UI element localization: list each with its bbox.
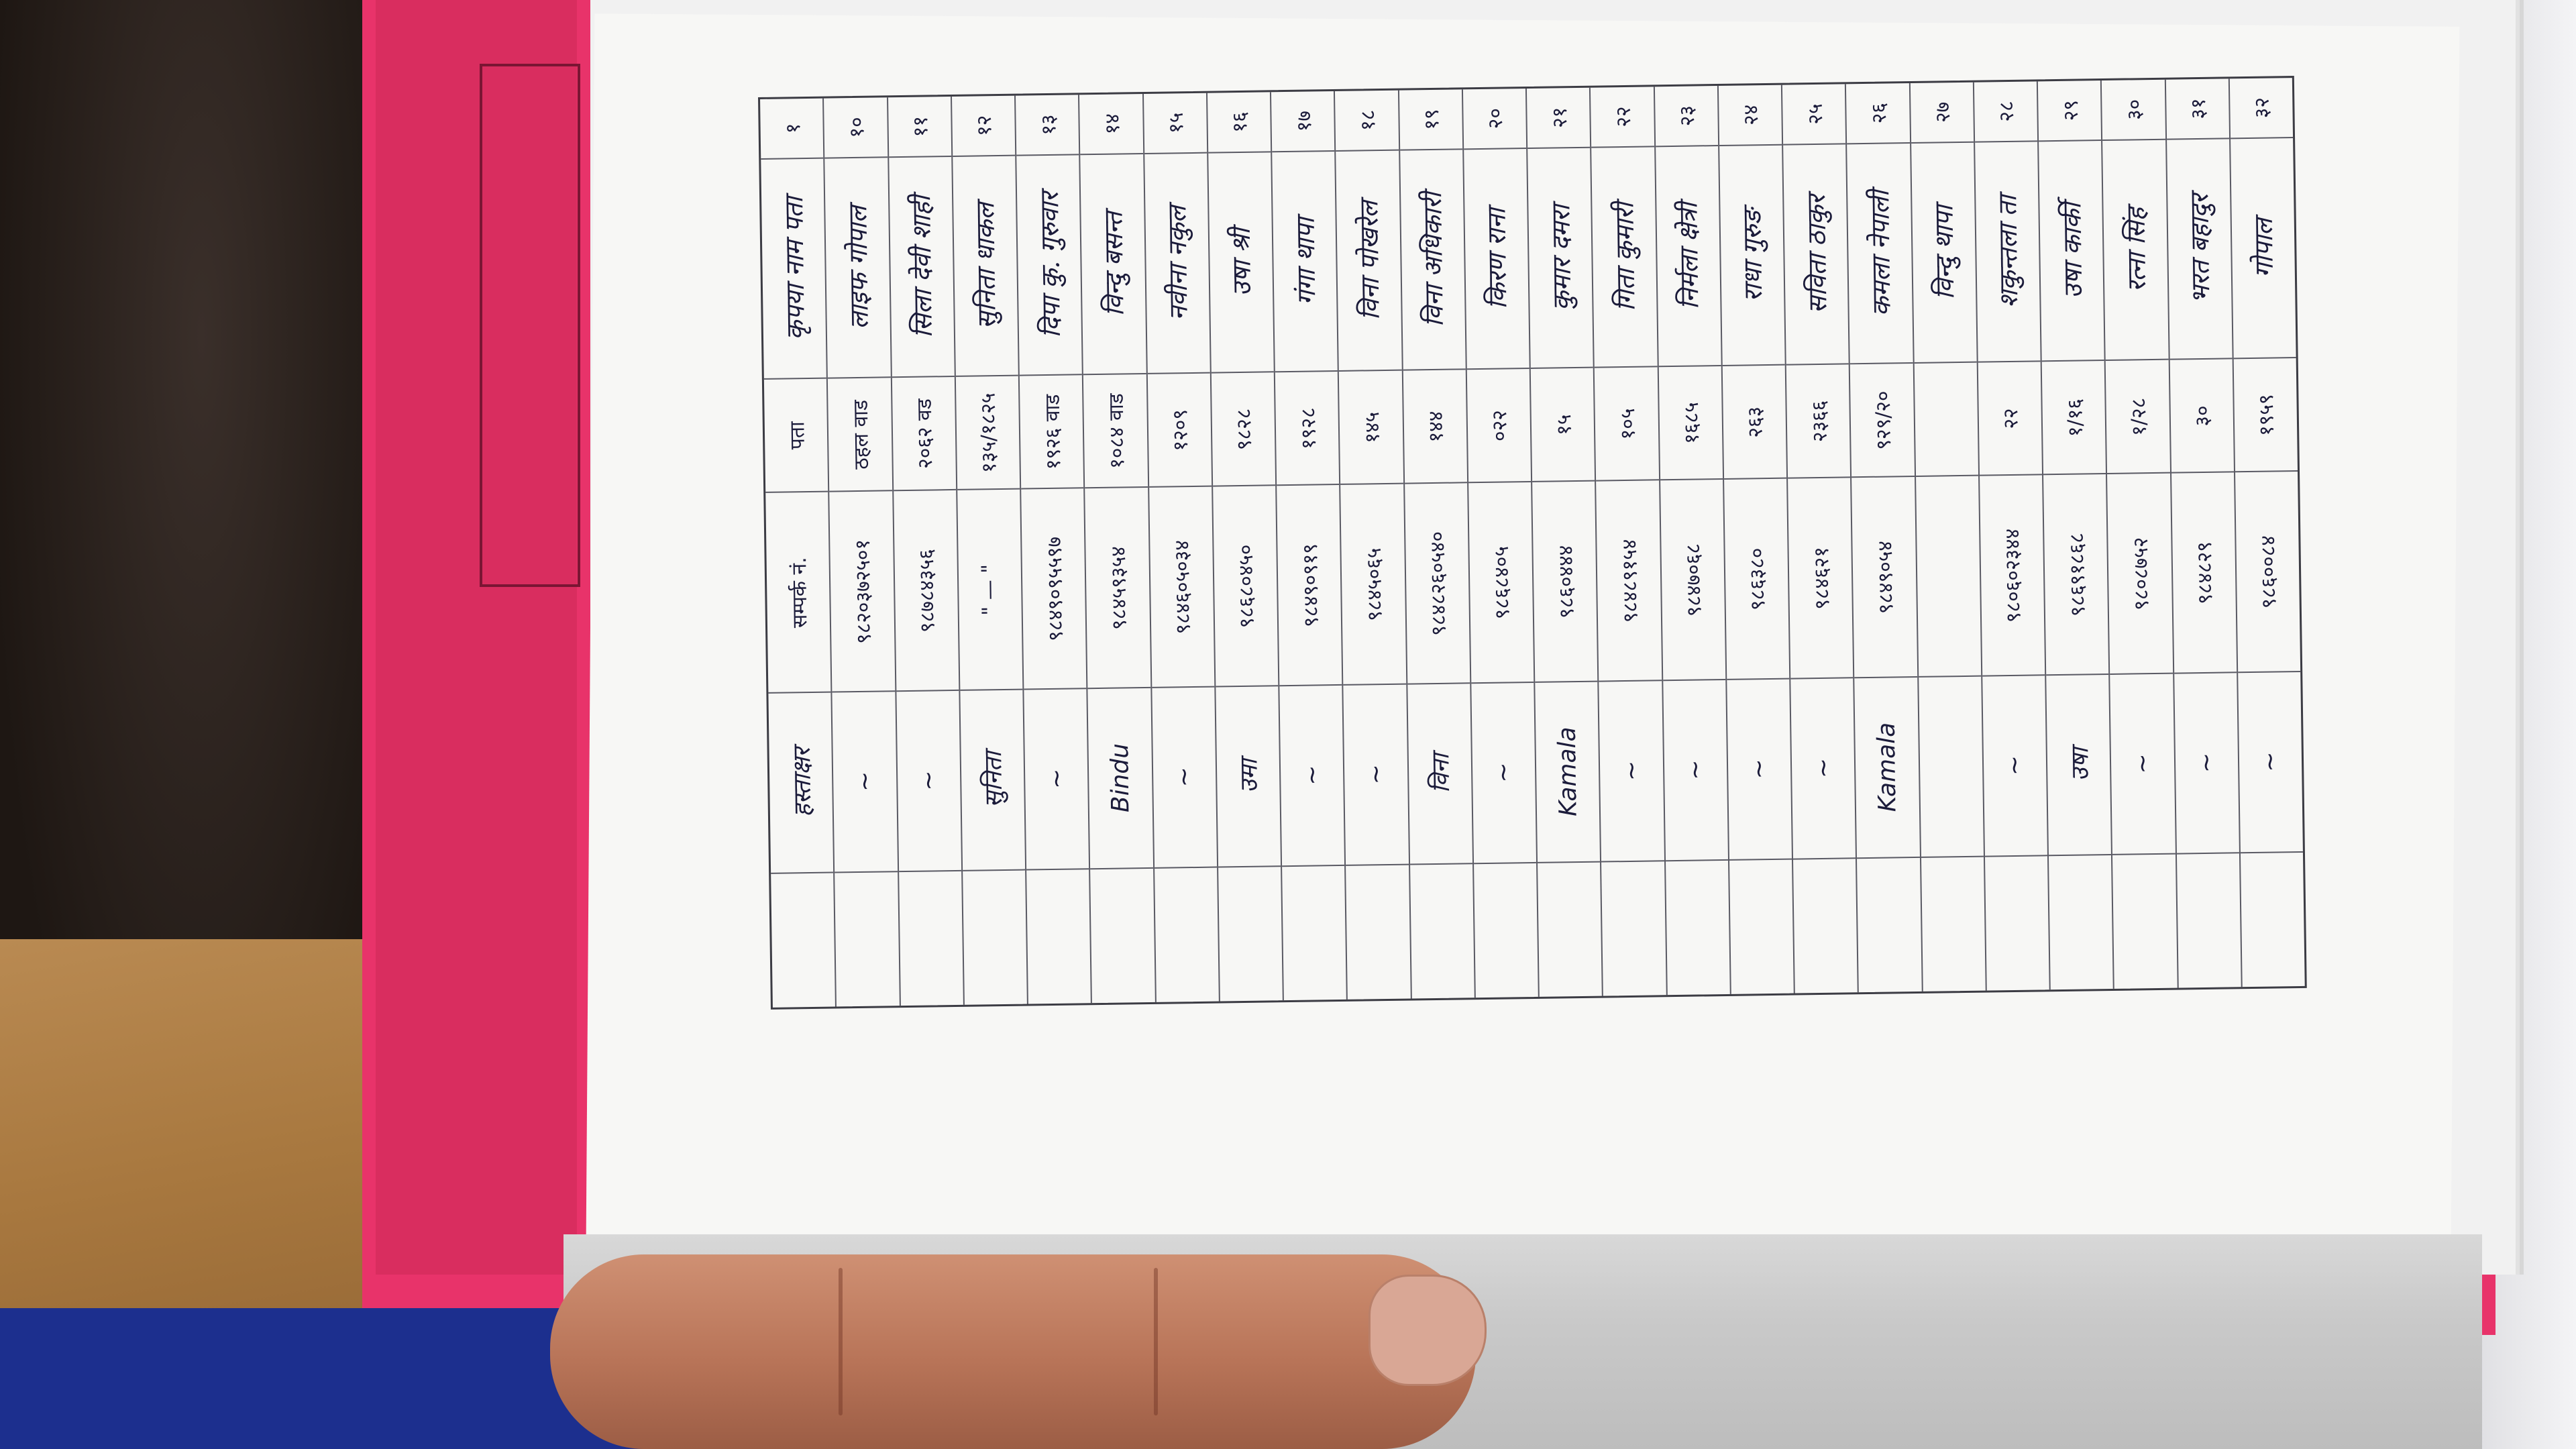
cell-text: १९५९ xyxy=(2255,393,2279,436)
cell-name xyxy=(1591,147,1657,368)
cell-name xyxy=(1336,150,1401,372)
cell-address xyxy=(1467,369,1532,484)
cell-text: उमा xyxy=(1235,759,1264,794)
cell-text: १८ xyxy=(1356,109,1381,131)
cell-name xyxy=(1847,144,1913,365)
cell-signature xyxy=(1855,678,1920,859)
ledger-row xyxy=(1079,94,1156,1003)
cell-empty xyxy=(1346,865,1410,999)
cell-empty xyxy=(2049,855,2113,989)
cell-text: ९८०८७५२ xyxy=(2129,537,2154,610)
cell-sn xyxy=(1399,89,1462,150)
cell-phone xyxy=(765,492,830,694)
cell-text: नवीना नकुल xyxy=(1162,205,1193,321)
cell-sn xyxy=(1974,81,2037,142)
cell-text: ९८२०३७२५०१ xyxy=(851,539,876,644)
cell-text: १/२८ xyxy=(2127,397,2151,436)
cell-text: ठहल वाड xyxy=(849,399,874,470)
cell-address xyxy=(1275,372,1340,486)
cell-empty xyxy=(771,873,835,1007)
ledger-row xyxy=(2165,78,2242,987)
ledger-row xyxy=(824,97,900,1006)
cell-text: ९८६००८४ xyxy=(2257,535,2282,609)
cell-empty xyxy=(899,871,963,1006)
cell-empty xyxy=(1218,867,1283,1001)
cell-phone xyxy=(894,490,959,692)
cell-text: १४४ xyxy=(1424,411,1448,443)
cell-signature xyxy=(896,691,961,872)
cell-empty xyxy=(835,872,899,1006)
ledger-row xyxy=(1463,89,1540,998)
cell-text: ९८४६०५०३४ xyxy=(1170,539,1195,635)
cell-signature xyxy=(1279,686,1344,867)
cell-phone xyxy=(2235,472,2300,673)
cell-name xyxy=(2231,138,2296,360)
cell-text: ९८६०४४४ xyxy=(1554,545,1579,619)
cell-sn xyxy=(2165,78,2229,140)
cell-sn xyxy=(2038,80,2101,142)
cell-text: ३० xyxy=(2191,405,2215,427)
cell-text: १० xyxy=(845,116,869,138)
cell-text: Bindu xyxy=(1106,743,1135,813)
cell-text: ९२९/२० xyxy=(1871,390,1896,450)
cell-name xyxy=(825,158,891,379)
cell-text: ०२२ xyxy=(1488,409,1513,442)
cell-sn xyxy=(760,99,823,160)
cell-text: Kamala xyxy=(1553,727,1582,817)
cell-address xyxy=(1850,364,1915,478)
cell-name xyxy=(1144,153,1210,374)
cell-text: कुमार दमरा xyxy=(1545,205,1577,311)
cell-text: ~ xyxy=(1489,762,1518,784)
cell-text: ९८६३८० xyxy=(1746,547,1770,611)
cell-name xyxy=(1400,150,1466,371)
cell-empty xyxy=(1857,858,1921,992)
cell-text: कृपया नाम पता xyxy=(778,197,810,341)
cell-text: ३१ xyxy=(2186,97,2211,119)
cell-text: १५ xyxy=(1165,112,1189,133)
cell-text: १०८४ वाड xyxy=(1104,392,1130,469)
cell-text: २३ xyxy=(1675,105,1700,127)
cell-text: २७ xyxy=(1931,101,1955,123)
cell-text: १६ xyxy=(1228,111,1252,133)
cell-address xyxy=(892,377,956,492)
cell-sn xyxy=(1463,89,1526,150)
cell-name xyxy=(1016,155,1082,376)
ledger-row xyxy=(888,97,965,1006)
cell-address xyxy=(2233,358,2298,473)
cell-text: ११ xyxy=(909,115,933,138)
cell-text: १७ xyxy=(1292,110,1316,132)
cell-text: ~ xyxy=(2256,751,2285,773)
cell-signature xyxy=(1663,680,1728,861)
cell-address xyxy=(1403,370,1467,484)
cell-text: विन्दु थापा xyxy=(1929,205,1960,300)
cell-text: सविता ठाकुर xyxy=(1801,195,1833,314)
cell-address xyxy=(1658,366,1723,481)
ledger-row xyxy=(1208,92,1284,1001)
file-number-box xyxy=(480,64,580,587)
cell-sn xyxy=(1846,83,1909,144)
cell-text: ~ xyxy=(1681,759,1709,781)
cell-text: सिला देवी शाही xyxy=(906,195,938,338)
cell-name xyxy=(1527,148,1593,369)
cell-address xyxy=(1147,374,1212,488)
cell-text: ९८४६२१ xyxy=(1809,546,1834,610)
cell-phone xyxy=(1660,480,1725,681)
cell-text: किरण राना xyxy=(1481,207,1513,310)
knuckle-crease xyxy=(839,1268,843,1415)
cell-text: " — " xyxy=(977,564,1002,616)
cell-text: कमला नेपाली xyxy=(1864,190,1896,317)
cell-name xyxy=(953,156,1018,377)
cell-text: ~ xyxy=(1042,769,1071,790)
cell-signature xyxy=(1471,683,1536,864)
cell-text: विना अधिकारी xyxy=(1417,192,1449,327)
cell-text: १४५ xyxy=(1360,411,1385,443)
ledger-row xyxy=(952,96,1028,1005)
thumb xyxy=(550,1254,1476,1449)
cell-text: ~ xyxy=(2129,753,2157,775)
cell-name xyxy=(1464,149,1529,370)
cell-empty xyxy=(1601,861,1666,996)
cell-signature xyxy=(1344,685,1409,866)
cell-signature xyxy=(833,692,898,873)
cell-text: ~ xyxy=(851,771,879,792)
cell-name xyxy=(1975,142,2041,363)
cell-address xyxy=(1914,363,1978,478)
cell-signature xyxy=(1982,676,2047,857)
cell-signature xyxy=(2174,673,2239,854)
cell-text: ३० xyxy=(2123,99,2147,120)
cell-sn xyxy=(1271,91,1334,152)
cell-text: ९८२८ xyxy=(1232,408,1257,451)
cell-text: ~ xyxy=(1362,764,1390,786)
cell-phone xyxy=(1277,485,1342,686)
cell-sn xyxy=(888,97,951,158)
cell-text: ९८७८४३५६ xyxy=(915,548,940,633)
cell-phone xyxy=(2107,474,2172,675)
cell-text: रत्ना सिंह xyxy=(2121,207,2152,292)
cell-phone xyxy=(1085,488,1150,689)
cell-phone xyxy=(1213,486,1278,688)
cell-text: ९८४९०५४ xyxy=(1873,540,1898,614)
ledger-row xyxy=(1143,93,1220,1002)
cell-text: ९८४९०९५५९७ xyxy=(1042,536,1068,641)
cell-text: लाइफ गोपाल xyxy=(843,205,874,330)
cell-signature xyxy=(1024,689,1089,870)
cell-phone xyxy=(1405,484,1470,685)
cell-text: सुनिता धाकल xyxy=(970,202,1002,329)
cell-text: ९८४८२९ xyxy=(2193,541,2218,604)
cell-text: २६३ xyxy=(1743,406,1768,438)
cell-sn xyxy=(1335,91,1398,152)
ledger-row xyxy=(1974,81,2051,990)
cell-signature xyxy=(1535,682,1600,863)
cell-text: १३५/१८२५ xyxy=(977,392,1002,473)
cell-phone xyxy=(1596,481,1661,682)
cell-text: ९८६९१८६८ xyxy=(2065,532,2090,616)
cell-sn xyxy=(952,96,1015,157)
cell-empty xyxy=(1729,859,1794,994)
cell-text: गंगा थापा xyxy=(1290,217,1322,305)
cell-text: १/१६ xyxy=(2063,398,2088,437)
cell-text: उषा श्री xyxy=(1226,227,1257,297)
cell-empty xyxy=(1026,869,1091,1004)
cell-address xyxy=(956,376,1020,491)
knuckle-crease xyxy=(1154,1268,1158,1415)
cell-text: ९८६८०४५० xyxy=(1234,543,1259,629)
ledger-row xyxy=(1719,85,1795,994)
cell-phone xyxy=(2171,473,2237,674)
cell-text: १९२८ xyxy=(1296,407,1321,449)
cell-text: ९८०६०२३४४ xyxy=(2001,528,2026,623)
cell-address xyxy=(1020,375,1084,490)
cell-phone xyxy=(1021,489,1086,690)
cell-text: २४ xyxy=(1739,104,1764,125)
cell-sn xyxy=(2230,78,2293,139)
cell-text: ९८४५९३५४ xyxy=(1106,545,1132,630)
cell-text: निर्मला क्षेत्री xyxy=(1673,202,1705,310)
cell-text: ~ xyxy=(1170,767,1199,788)
cell-name xyxy=(1719,145,1785,366)
cell-text: १९२६ वाड xyxy=(1040,394,1065,470)
cell-sn xyxy=(1079,94,1142,155)
cell-signature xyxy=(2110,674,2175,855)
cell-text: २० xyxy=(1484,107,1508,129)
cell-empty xyxy=(963,870,1027,1004)
cell-name xyxy=(1783,144,1849,366)
cell-phone xyxy=(1340,484,1405,686)
ledger-row xyxy=(1399,89,1475,998)
cell-address xyxy=(1212,372,1276,487)
cell-address xyxy=(1978,362,2042,477)
cell-text: उषा कार्की xyxy=(2057,202,2088,299)
cell-address xyxy=(764,379,828,494)
cell-sn xyxy=(1208,92,1271,153)
cell-address xyxy=(2106,360,2170,475)
cell-text: ९८४८२६०५४० xyxy=(1426,531,1451,636)
ledger-row xyxy=(1910,83,1986,991)
ledger-row xyxy=(1271,91,1348,1000)
cell-signature xyxy=(960,690,1025,871)
cell-text: ~ xyxy=(1617,761,1646,782)
cell-name xyxy=(1080,154,1146,376)
cell-signature xyxy=(1727,680,1792,861)
cell-text: ९८४९०९१९ xyxy=(1298,543,1324,627)
cell-text: १३ xyxy=(1036,113,1061,136)
cell-signature xyxy=(2238,672,2303,853)
cell-text: ~ xyxy=(2000,755,2029,776)
cell-sn xyxy=(1527,88,1590,149)
cell-signature xyxy=(1407,684,1472,865)
cell-empty xyxy=(1985,856,2049,990)
cell-address xyxy=(1722,366,1786,480)
cell-text: ~ xyxy=(1809,758,1837,779)
cell-sn xyxy=(824,97,887,158)
cell-name xyxy=(2039,141,2104,362)
cell-sn xyxy=(1016,95,1079,156)
cell-text: विना पोखरेल xyxy=(1354,200,1385,321)
cell-text: Kamala xyxy=(1872,722,1902,813)
cell-sn xyxy=(1591,87,1654,148)
ledger-row xyxy=(2230,78,2305,987)
cell-name xyxy=(1656,146,1721,368)
ledger-row xyxy=(1591,87,1667,996)
ledger-row xyxy=(1654,86,1731,995)
cell-name xyxy=(1272,152,1338,373)
cell-sn xyxy=(1654,86,1717,147)
cell-text: १६८५ xyxy=(1680,401,1704,444)
cell-text: १२ xyxy=(973,115,997,136)
cell-empty xyxy=(1538,862,1602,996)
cell-signature xyxy=(2046,675,2111,856)
cell-phone xyxy=(1788,478,1853,680)
cell-sn xyxy=(1782,84,1845,145)
thumbnail-nail xyxy=(1368,1275,1487,1386)
cell-signature xyxy=(1216,686,1281,867)
cell-signature xyxy=(1088,688,1153,869)
cell-address xyxy=(1595,367,1659,482)
cell-sn xyxy=(1719,85,1782,146)
cell-name xyxy=(2102,140,2168,361)
cell-empty xyxy=(2176,853,2241,987)
cell-phone xyxy=(1980,476,2045,677)
cell-empty xyxy=(2112,855,2177,989)
cell-text: विन्दु बसन्त xyxy=(1098,211,1130,317)
ledger-row xyxy=(1782,84,1859,993)
cell-text: २५ xyxy=(1803,103,1827,125)
ledger-header-row xyxy=(760,99,837,1008)
cell-phone xyxy=(1916,476,1981,678)
cell-text: १९ xyxy=(1419,108,1444,130)
cell-phone xyxy=(1532,482,1597,683)
cell-sn xyxy=(1143,93,1206,154)
cell-text: ३२ xyxy=(2251,97,2275,119)
cell-text: उषा xyxy=(2065,747,2094,782)
cell-empty xyxy=(1666,861,1730,995)
cell-text: १०५ xyxy=(1615,408,1640,440)
cell-text: ~ xyxy=(1745,759,1774,780)
cell-signature xyxy=(1152,688,1217,869)
cell-text: शकुन्तला ता xyxy=(1992,195,2024,308)
cell-text: सुनिता xyxy=(979,751,1008,808)
cell-phone xyxy=(2043,474,2108,676)
ledger-row xyxy=(1335,91,1411,1000)
cell-text: २३६६ xyxy=(1807,400,1832,443)
cell-signature xyxy=(1919,677,1984,858)
cell-text: राधा गुरुङ xyxy=(1737,208,1768,302)
cell-empty xyxy=(1155,867,1219,1002)
cell-text: विना xyxy=(1427,753,1456,794)
cell-text: २८ xyxy=(1995,100,2019,122)
cell-text: २२ xyxy=(1999,407,2023,429)
cell-phone xyxy=(957,490,1022,691)
cell-text: २२ xyxy=(1611,105,1636,127)
cell-text: २१ xyxy=(1548,107,1572,128)
cell-address xyxy=(1786,364,1851,479)
cell-empty xyxy=(1282,866,1346,1000)
cell-text: ~ xyxy=(2192,753,2220,773)
cell-text: १ xyxy=(781,123,805,134)
cell-signature xyxy=(768,693,833,874)
cell-text: पता xyxy=(785,421,810,450)
cell-text: सम्पर्क नं. xyxy=(787,556,812,629)
cell-phone xyxy=(1851,477,1917,678)
cell-address xyxy=(2042,361,2106,476)
cell-phone xyxy=(1468,482,1534,684)
cell-phone xyxy=(1149,487,1214,688)
cell-text: दिपा कु. गुरुवार xyxy=(1034,191,1066,338)
cell-text: भरत बहादुर xyxy=(2184,193,2216,304)
cell-text: गिता कुमारी xyxy=(1609,202,1641,312)
cell-phone xyxy=(1724,479,1789,680)
cell-name xyxy=(761,158,826,380)
cell-name xyxy=(1911,142,1977,364)
cell-text: २९ xyxy=(2059,99,2083,121)
cell-text: हस्ताक्षर xyxy=(788,747,817,818)
cell-text: ~ xyxy=(1298,765,1326,786)
ledger-row xyxy=(1016,95,1092,1004)
cell-text: २०६२ वड xyxy=(912,398,938,469)
cell-sn xyxy=(1910,83,1973,144)
cell-signature xyxy=(1790,678,1856,859)
cell-text: १४ xyxy=(1100,113,1125,135)
cell-text: ~ xyxy=(914,770,943,792)
cell-empty xyxy=(1410,864,1474,998)
cell-name xyxy=(1208,152,1274,374)
cell-text: १५ xyxy=(1552,414,1576,435)
cell-phone xyxy=(829,492,894,693)
cell-text: ९८४८९१५४ xyxy=(1617,539,1643,623)
cell-text: १२०९ xyxy=(1169,409,1193,451)
cell-text: ९८४७०६८ xyxy=(1682,543,1707,617)
cell-text: २६ xyxy=(1867,102,1892,124)
ledger-row xyxy=(1527,88,1603,997)
cell-sn xyxy=(2102,80,2165,141)
cell-text: ९८६८४०५ xyxy=(1490,545,1515,620)
cell-address xyxy=(1083,374,1148,489)
cell-text: ९८४५०६५ xyxy=(1362,547,1387,621)
cell-address xyxy=(1531,368,1595,483)
cell-empty xyxy=(1474,863,1538,998)
cell-address xyxy=(2169,360,2234,474)
cell-name xyxy=(2167,139,2233,360)
cell-empty xyxy=(1090,869,1155,1003)
ledger-row xyxy=(2038,80,2114,989)
cell-empty xyxy=(2241,853,2305,987)
cell-address xyxy=(828,378,892,492)
cell-text: गोपाल xyxy=(2249,218,2279,278)
cell-address xyxy=(1339,371,1403,486)
handwritten-ledger-table xyxy=(758,76,2307,1010)
cell-name xyxy=(889,157,955,378)
cell-empty xyxy=(1921,857,1985,991)
cell-signature xyxy=(1599,681,1664,862)
cell-empty xyxy=(1793,859,1858,993)
ledger-row xyxy=(1846,83,1923,992)
ledger-row xyxy=(2102,80,2178,989)
